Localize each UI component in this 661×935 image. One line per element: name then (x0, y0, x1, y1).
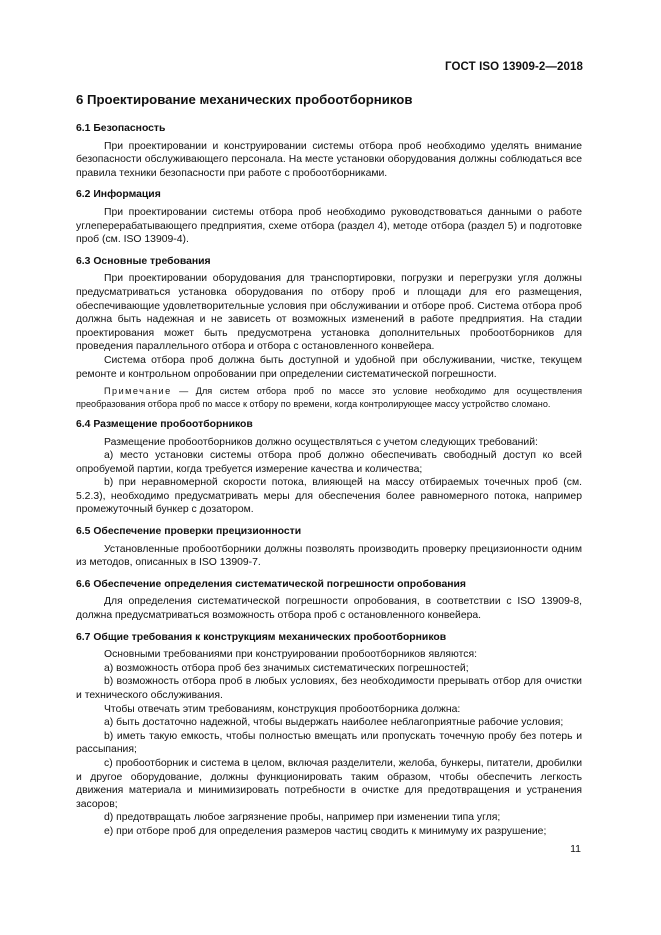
section-heading: 6.6 Обеспечение определения систематической погрешности опробования (76, 578, 466, 590)
paragraph: Размещение пробоотборников должно осуществляться с учетом следующих требований: (104, 436, 538, 448)
section-6-6 (76, 578, 582, 623)
section-heading: 6.4 Размещение пробоотборников (76, 418, 253, 430)
list-item: a) возможность отбора проб без значимых систематических погрешностей; (104, 662, 469, 674)
list-item: b) при неравномерной скорости потока, влияющей на массу отбираемых точечных проб (см. 5.2.3), необходимо предусматривать меры для обеспечения более равномерного потока, например промежуточный бункер с дозатором. (76, 477, 582, 516)
paragraph: При проектировании системы отбора проб необходимо руководствоваться данными о работе углеперерабатывающего предприятия, схеме отбора (раздел 4), методе отбора (раздел 5) и подготовке проб (см. ISO 13909-4). (76, 206, 582, 246)
section-6-4 (76, 418, 582, 517)
section-heading: 6.7 Общие требования к конструкциям механических пробоотборников (76, 631, 447, 643)
section-heading: 6.3 Основные требования (76, 255, 211, 267)
paragraph: Для определения систематической погрешности опробования, в соответствии с ISO 13909-8, должна предусматриваться возможность отбора проб с остановленного конвейера. (76, 596, 582, 622)
page-number: 11 (570, 843, 581, 855)
chapter-title: 6 Проектирование механических пробоотборников (76, 92, 413, 107)
list-item: e) при отборе проб для определения размеров частиц сводить к минимуму их разрушение; (104, 825, 547, 837)
paragraph: Система отбора проб должна быть доступной и удобной при обслуживании, чистке, текущем ремонте и контрольном опробовании при определении систематической погрешности. (76, 354, 582, 380)
section-6-3 (76, 255, 582, 410)
list-item: b) возможность отбора проб в любых условиях, без необходимости прерывать отбор для очистки и технического обслуживания. (76, 676, 582, 701)
list-item: a) быть достаточно надежной, чтобы выдержать наиболее неблагоприятные рабочие условия; (104, 717, 564, 729)
list-item: c) пробоотборник и система в целом, включая разделители, желоба, бункеры, питатели, дробилки и другое оборудование, должны функционировать таким образом, чтобы обеспечить легкость движения материала и минимизировать потребности в очистке для предотвращения и устранения засоров; (76, 757, 582, 810)
document-code-header: ГОСТ ISO 13909-2—2018 (445, 61, 583, 73)
section-heading: 6.1 Безопасность (76, 123, 166, 134)
section-6-2 (76, 188, 582, 246)
note-label: Примечание (104, 386, 172, 397)
list-item: b) иметь такую емкость, чтобы полностью вмещать или пропускать точечную пробу без потерь и рассыпания; (76, 730, 582, 756)
paragraph: Установленные пробоотборники должны позволять производить проверку прецизионности одним из методов, описанных в ISO 13909-7. (76, 543, 582, 569)
section-heading: 6.5 Обеспечение проверки прецизионности (76, 526, 302, 538)
paragraph: При проектировании оборудования для транспортировки, погрузки и перегрузки угля должны предусматриваться установка оборудования по отбору проб и площади для его размещения, обеспечивающие удовлетворительные условия при обслуживании и отборе проб. Система отбора проб должна быть надежная и не зависеть от возможных изменений в работе предприятия. На стадии проектирования может быть предусмотрена установка дополнительных пробоотборников для проведения параллельного отбора и отбора с остановленного конвейера. (76, 273, 582, 353)
list-item: d) предотвращать любое загрязнение пробы, например при изменении типа угля; (104, 812, 501, 824)
paragraph: Чтобы отвечать этим требованиям, конструкция пробоотборника должна: (104, 703, 461, 715)
note (76, 385, 582, 410)
section-6-1 (76, 122, 582, 180)
note-text: — Для систем отбора проб по массе это условие необходимо для осуществления преобразования отбора проб по массе к отбору по времени, когда контролирующее массу устройство сломано. (76, 386, 582, 409)
paragraph: Основными требованиями при конструировании пробоотборников являются: (104, 649, 477, 661)
section-6-5 (76, 525, 582, 570)
page-content (76, 92, 582, 847)
section-6-7 (76, 631, 582, 839)
section-heading: 6.2 Информация (76, 189, 161, 201)
paragraph: При проектировании и конструировании системы отбора проб необходимо уделять внимание безопасности обслуживающего персонала. На месте установки оборудования должны соблюдаться все правила техники безопасности при работе с пробоотборниками. (76, 140, 582, 179)
list-item: a) место установки системы отбора проб должно обеспечивать свободный доступ ко всей опробуемой партии, когда требуется измерение качества и количества; (76, 450, 582, 475)
